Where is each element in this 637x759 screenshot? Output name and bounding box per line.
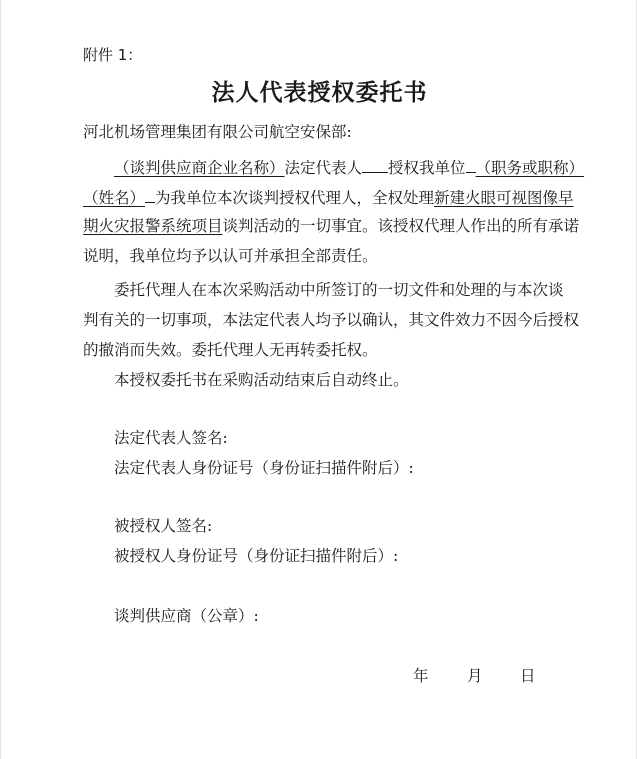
paragraph2-line1: 委托代理人在本次采购活动中所签订的一切文件和处理的与本次谈 [114,281,564,299]
supplier-seal-field: 谈判供应商（公章）: [114,607,259,625]
agent-signature-field: 被授权人签名: [114,517,213,535]
paragraph1-line4: 说明，我单位均予以认可并承担全部责任。 [83,247,378,265]
p1-text: 谈判活动的一切事宜。该授权代理人作出的所有承诺 [222,217,580,235]
project-name: 新建火眼可视图像早 [434,189,574,207]
legal-rep-signature-field: 法定代表人签名: [114,429,228,447]
project-name-cont: 期火灾报警系统项目 [83,217,223,235]
date-month: 月 [467,667,483,685]
paragraph3: 本授权委托书在采购活动结束后自动终止。 [114,371,409,389]
paragraph1-line1 [114,156,584,178]
paragraph1-line3 [83,216,579,236]
legal-rep-id-field: 法定代表人身份证号（身份证扫描件附后）: [114,459,414,477]
name-placeholder: （姓名） [83,189,146,207]
paragraph2-line3: 的撤消而失效。委托代理人无再转委托权。 [83,341,378,359]
unit-blank [466,156,476,173]
position-placeholder: （职务或职称） [475,159,585,177]
attachment-label: 附件 1： [83,46,143,64]
document-title: 法人代表授权委托书 [211,79,428,106]
paragraph1-line2 [83,186,574,208]
agent-id-field: 被授权人身份证号（身份证扫描件附后）: [114,547,399,565]
paragraph2-line2: 判有关的一切事项，本法定代表人均予以确认，其文件效力不因今后授权 [83,311,580,329]
p1-text: 为我单位本次谈判授权代理人，全权处理 [155,189,435,207]
name-blank [145,186,155,203]
legal-rep-blank [362,156,388,173]
addressee: 河北机场管理集团有限公司航空安保部: [83,123,352,141]
company-name-placeholder: （谈判供应商企业名称） [114,159,285,177]
p1-text: 法定代表人 [284,159,363,177]
p1-text: 授权我单位 [388,159,466,177]
date-year: 年 [413,667,429,685]
date-day: 日 [520,667,536,685]
